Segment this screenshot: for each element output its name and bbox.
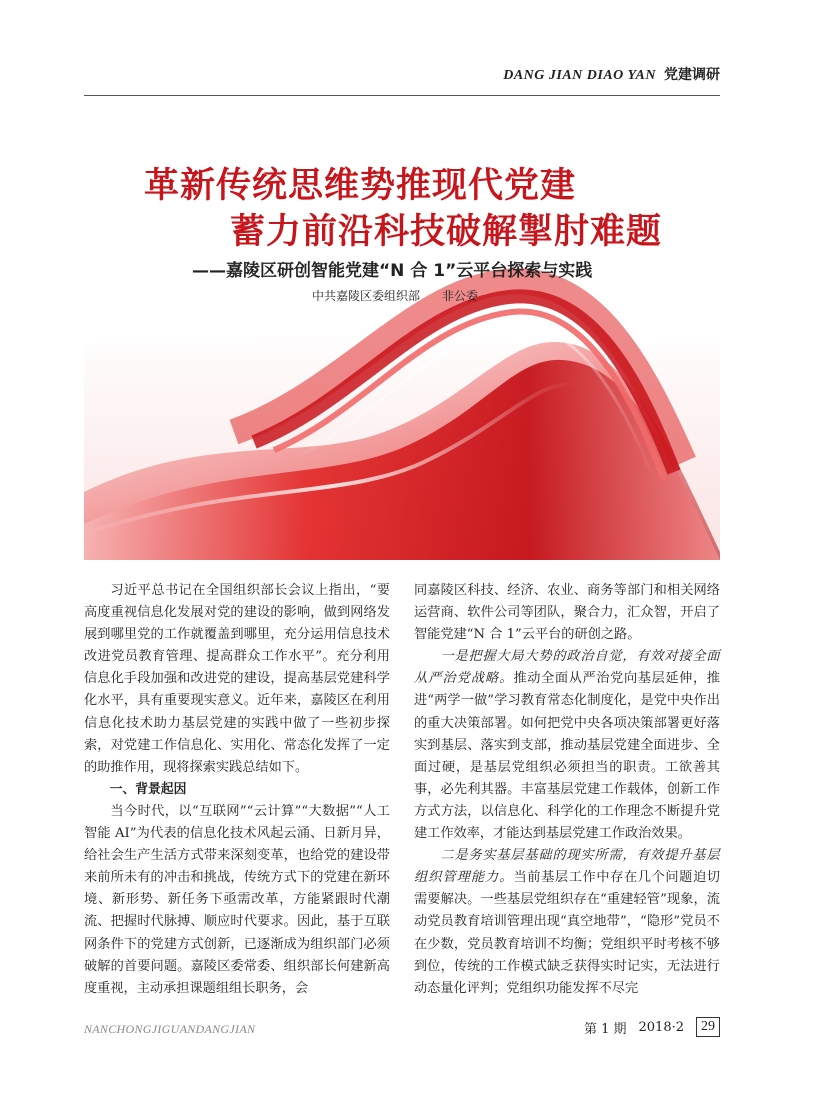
body-column-right — [414, 580, 720, 1000]
article-title-line1: 革新传统思维势推现代党建 — [144, 165, 577, 206]
paragraph-lead: 二是务实基层基础的现实所需，有效提升基层组织管理能力。 — [414, 848, 720, 886]
body-paragraph — [414, 845, 720, 1000]
article-subtitle: ——嘉陵区研创智能党建“N 合 1”云平台探索与实践 — [192, 261, 593, 281]
page-number: 29 — [696, 1017, 720, 1037]
paragraph-text: 当前基层工作中存在几个问题迫切需要解决。一些基层党组织存在“重建轻管”现象，流动党员教育培训管理出现“真空地带”，“隐形”党员不在少数，党员教育培训不均衡；党组织平时考核不够到位，传统的工作模式缺乏获得实时记实，无法进行动态量化评判；党组织功能发挥不尽完 — [414, 870, 720, 996]
body-column-left — [84, 580, 390, 1000]
header-rule — [84, 95, 720, 96]
author-name: 非公委 — [441, 289, 478, 303]
body-paragraph: 同嘉陵区科技、经济、农业、商务等部门和相关网络运营商、软件公司等团队，聚合力，汇众智，开启了智能党建“N 合 1”云平台的研创之路。 — [414, 583, 720, 643]
body-paragraph — [414, 646, 720, 845]
paragraph-lead: 一是把握大局大势的政治自觉，有效对接全面从严治党战略。 — [414, 649, 720, 687]
header-pinyin: DANG JIAN DIAO YAN — [503, 68, 656, 83]
article-title-line2: 蓄力前沿科技破解掣肘难题 — [230, 211, 663, 252]
footer-date: 2018·2 — [638, 1019, 684, 1035]
body-paragraph: 习近平总书记在全国组织部长会议上指出，“要高度重视信息化发展对党的建设的影响，做到网络发展到哪里党的工作就覆盖到哪里，充分运用信息技术改进党员教育管理、提高群众工作水平”。充分利用信息化手段加强和改进党的建设，提高基层党建科学化水平，具有重要现实意义。近年来，嘉陵区在利用信息化技术助力基层党建的实践中做了一些初步探索，对党建工作信息化、实用化、常态化发挥了一定的助推作用，现将探索实践总结如下。 — [84, 583, 390, 775]
section-heading: 一、背景起因 — [109, 781, 187, 797]
running-header — [503, 64, 720, 84]
body-paragraph: 当今时代，以“互联网”“云计算”“大数据”“人工智能 AI”为代表的信息化技术风起云涌、日新月异，给社会生产生活方式带来深刻变革，也给党的建设带来前所未有的冲击和挑战，传统方式下的党建在新环境、新形势、新任务下亟需改革，方能紧跟时代潮流、把握时代脉搏、顺应时代要求。因此，基于互联网条件下的党建方式创新，已逐渐成为组织部门必须破解的首要问题。嘉陵区委常委、组织部长何建新高度重视，主动承担课题组组长职务，会 — [84, 803, 390, 996]
article-byline — [312, 287, 478, 304]
footer-issue: 第 1 期 — [583, 1021, 627, 1037]
footer-issue-info — [584, 1017, 720, 1037]
footer-journal-name: NANCHONGJIGUANDANGJIAN — [84, 1022, 256, 1036]
paragraph-text: 推动全面从严治党向基层延伸，推进“两学一做”学习教育常态化制度化，是党中央作出的重大决策部署。如何把党中央各项决策部署更好落实到基层、落实到支部，推动基层党建全面进步、全面过硬，是基层党组织必须担当的职责。工欲善其事，必先利其器。丰富基层党建工作载体，创新工作方式方法，以信息化、科学化的工作理念不断提升党建工作效率，才能达到基层党建工作政治效果。 — [414, 671, 720, 842]
author-organization: 中共嘉陵区委组织部 — [312, 289, 421, 303]
hero-banner — [84, 132, 720, 560]
header-section-name: 党建调研 — [664, 67, 720, 83]
